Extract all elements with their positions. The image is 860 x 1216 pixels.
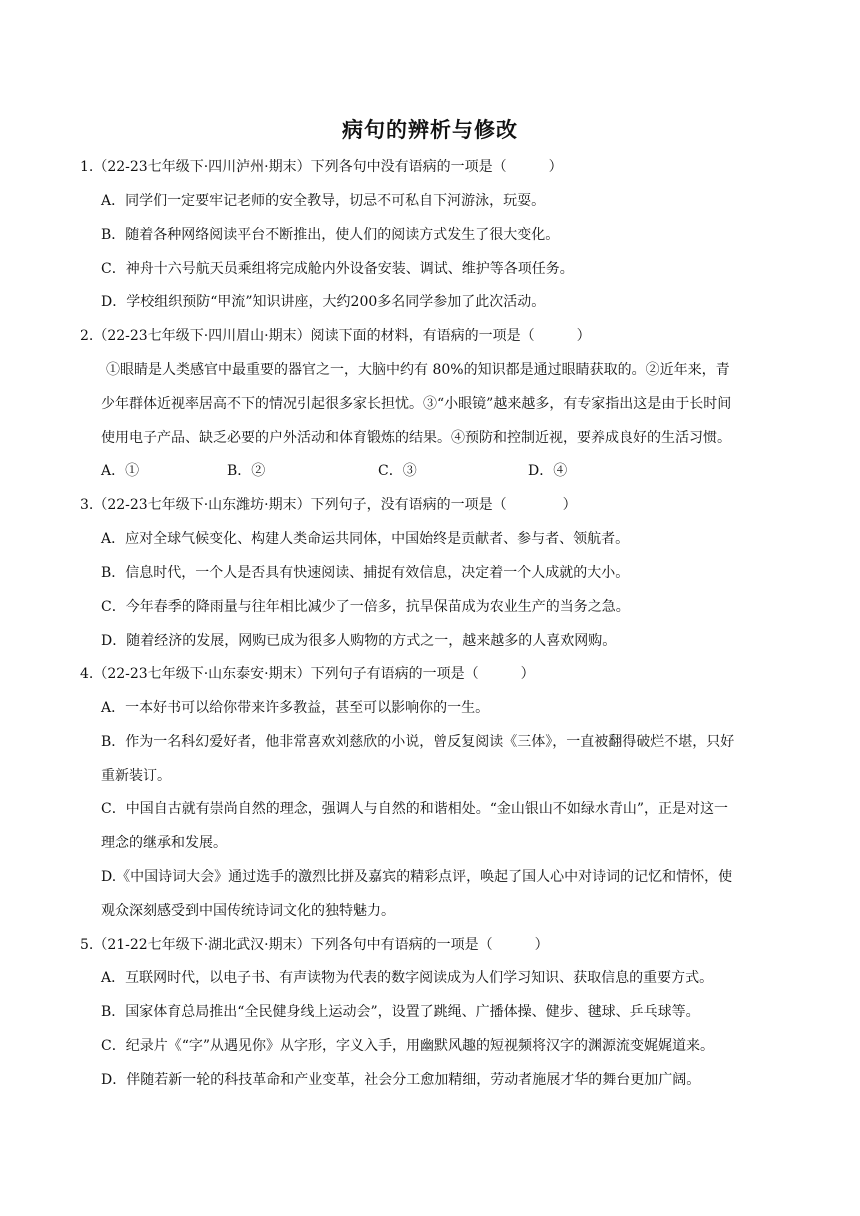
question-5-option-d: D．伴随若新一轮的科技革命和产业变革，社会分工愈加精细，劳动者施展才华的舞台更加广阔。 [101,1072,701,1088]
question-2-choice-c: C．③ [378,463,417,479]
question-4-option-d-line-2: 观众深刻感受到中国传统诗词文化的独特魅力。 [101,903,395,919]
question-1-option-b: B．随着各种网络阅读平台不断推出，使人们的阅读方式发生了很大变化。 [101,227,560,243]
question-3-option-b: B．信息时代，一个人是否具有快速阅读、捕捉有效信息，决定着一个人成就的大小。 [101,565,630,581]
question-4-option-d-line-1: D.《中国诗词大会》通过选手的激烈比拼及嘉宾的精彩点评，唤起了国人心中对诗词的记忆和情怀，使 [101,869,733,885]
question-3-option-d: D．随着经济的发展，网购已成为很多人购物的方式之一，越来越多的人喜欢网购。 [101,633,617,649]
question-4-option-b-line-2: 重新装订。 [101,768,171,784]
question-4-option-a: A．一本好书可以给你带来许多教益，甚至可以影响你的一生。 [101,700,490,716]
question-1-option-d: D．学校组织预防“甲流”知识讲座，大约200多名同学参加了此次活动。 [101,294,546,310]
question-2-passage-line-2: 少年群体近视率居高不下的情况引起很多家长担忧。③“小眼镜”越来越多，有专家指出这是由于长时间 [101,396,732,412]
question-4-option-c-line-1: C．中国自古就有崇尚自然的理念，强调人与自然的和谐相处。“金山银山不如绿水青山”，正是对这一 [101,801,729,817]
question-4-stem: 4.（22-23七年级下·山东泰安·期末）下列句子有语病的一项是（ ） [80,666,535,682]
question-1-option-c: C．神舟十六号航天员乘组将完成舱内外设备安装、调试、维护等各项任务。 [101,261,574,277]
question-5-stem: 5.（21-22七年级下·湖北武汉·期末）下列各句中有语病的一项是（ ） [80,937,549,953]
question-4-option-b-line-1: B．作为一名科幻爱好者，他非常喜欢刘慈欣的小说，曾反复阅读《三体》，一直被翻得破烂不堪，只好 [101,734,735,750]
question-3-stem: 3.（22-23七年级下·山东潍坊·期末）下列句子，没有语病的一项是（ ） [80,497,577,513]
question-2-choice-b: B．② [227,463,266,479]
document-title: 病句的辨析与修改 [342,117,518,142]
question-3-option-c: C．今年春季的降雨量与往年相比减少了一倍多，抗旱保苗成为农业生产的当务之急。 [101,599,630,615]
question-1-option-a: A．同学们一定要牢记老师的安全教导，切忌不可私自下河游泳，玩耍。 [101,193,546,209]
question-5-option-b: B．国家体育总局推出“全民健身线上运动会”，设置了跳绳、广播体操、健步、毽球、乒乓球等。 [101,1004,700,1020]
question-2-choice-a: A．① [101,463,140,479]
question-5-option-c: C．纪录片《“字”从遇见你》从字形，字义入手，用幽默风趣的短视频将汉字的渊源流变娓娓道来。 [101,1038,715,1054]
question-2-passage-line-1: ①眼睛是人类感官中最重要的器官之一，大脑中约有 80%的知识都是通过眼睛获取的。②近年来，青 [106,362,730,378]
question-5-option-a: A．互联网时代，以电子书、有声读物为代表的数字阅读成为人们学习知识、获取信息的重要方式。 [101,970,714,986]
question-2-stem: 2.（22-23七年级下·四川眉山·期末）阅读下面的材料，有语病的一项是（ ） [80,328,591,344]
question-4-option-c-line-2: 理念的继承和发展。 [101,835,227,851]
question-2-passage-line-3: 使用电子产品、缺乏必要的户外活动和体育锻炼的结果。④预防和控制近视，要养成良好的生活习惯。 [101,430,731,446]
question-1-stem: 1.（22-23七年级下·四川泸州·期末）下列各句中没有语病的一项是（ ） [80,159,563,175]
question-3-option-a: A．应对全球气候变化、构建人类命运共同体，中国始终是贡献者、参与者、领航者。 [101,531,630,547]
question-2-choice-d: D．④ [528,463,568,479]
